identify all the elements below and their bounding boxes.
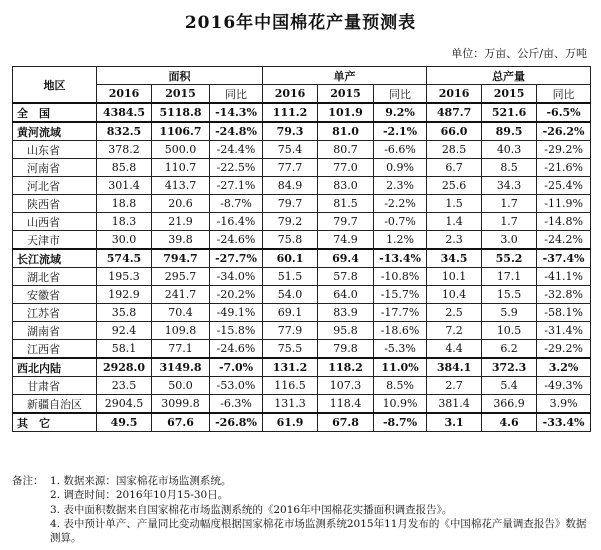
value-cell: -24.6% <box>210 231 263 250</box>
value-cell: 83.9 <box>318 304 374 322</box>
value-cell: 83.0 <box>318 177 374 195</box>
value-cell: 55.2 <box>482 249 537 268</box>
value-cell: -2.1% <box>374 122 427 141</box>
header-yield: 单产 <box>263 67 427 85</box>
table-row <box>13 122 591 141</box>
value-cell: 10.9% <box>374 395 427 414</box>
value-cell: 6.2 <box>482 340 537 359</box>
value-cell: 6.7 <box>427 159 482 177</box>
note-3: 3. 表中面积数据来自国家棉花市场监测系统的《2016年中国棉花实播面积调查报告》。 <box>50 503 453 516</box>
value-cell: 34.5 <box>427 249 482 268</box>
value-cell: 17.1 <box>482 268 537 286</box>
region-cell: 河北省 <box>13 177 97 195</box>
value-cell: -20.2% <box>210 286 263 304</box>
table-row <box>13 377 591 395</box>
header-yoy: 同比 <box>537 85 591 104</box>
value-cell: -14.8% <box>537 213 591 231</box>
table-row <box>13 159 591 177</box>
value-cell: 61.9 <box>263 413 318 432</box>
value-cell: 64.0 <box>318 286 374 304</box>
value-cell: -58.1% <box>537 304 591 322</box>
value-cell: 79.3 <box>263 122 318 141</box>
value-cell: 1106.7 <box>152 122 210 141</box>
value-cell: -41.1% <box>537 268 591 286</box>
value-cell: -25.4% <box>537 177 591 195</box>
value-cell: 77.9 <box>263 322 318 340</box>
value-cell: 57.8 <box>318 268 374 286</box>
value-cell: 18.3 <box>97 213 152 231</box>
header-2016: 2016 <box>97 85 152 104</box>
header-row-groups <box>13 67 591 85</box>
value-cell: 20.6 <box>152 195 210 213</box>
region-cell: 江西省 <box>13 340 97 359</box>
header-2015: 2015 <box>152 85 210 104</box>
value-cell: 7.2 <box>427 322 482 340</box>
value-cell: 40.3 <box>482 141 537 159</box>
value-cell: 50.0 <box>152 377 210 395</box>
value-cell: 39.8 <box>152 231 210 250</box>
value-cell: 79.2 <box>263 213 318 231</box>
value-cell: -7.0% <box>210 358 263 377</box>
value-cell: -22.5% <box>210 159 263 177</box>
value-cell: 384.1 <box>427 358 482 377</box>
table-row <box>13 395 591 414</box>
table-row <box>13 340 591 359</box>
value-cell: 1.5 <box>427 195 482 213</box>
value-cell: 81.0 <box>318 122 374 141</box>
value-cell: 74.9 <box>318 231 374 250</box>
region-cell: 黄河流域 <box>13 122 97 141</box>
note-2: 2. 调查时间：2016年10月15-30日。 <box>50 489 229 502</box>
value-cell: 60.1 <box>263 249 318 268</box>
value-cell: -27.7% <box>210 249 263 268</box>
table-row <box>13 177 591 195</box>
value-cell: 34.3 <box>482 177 537 195</box>
value-cell: -26.8% <box>210 413 263 432</box>
value-cell: -15.7% <box>374 286 427 304</box>
value-cell: 794.7 <box>152 249 210 268</box>
value-cell: 1.4 <box>427 213 482 231</box>
value-cell: 3.0 <box>482 231 537 250</box>
value-cell: 5118.8 <box>152 103 210 122</box>
region-cell: 山东省 <box>13 141 97 159</box>
value-cell: 79.7 <box>263 195 318 213</box>
value-cell: 118.2 <box>318 358 374 377</box>
header-2015: 2015 <box>482 85 537 104</box>
value-cell: 69.1 <box>263 304 318 322</box>
value-cell: -11.9% <box>537 195 591 213</box>
forecast-table <box>12 66 591 432</box>
value-cell: 195.3 <box>97 268 152 286</box>
value-cell: 89.5 <box>482 122 537 141</box>
value-cell: -17.7% <box>374 304 427 322</box>
value-cell: 58.1 <box>97 340 152 359</box>
value-cell: -13.4% <box>374 249 427 268</box>
value-cell: 832.5 <box>97 122 152 141</box>
value-cell: 1.7 <box>482 195 537 213</box>
value-cell: 2.3 <box>427 231 482 250</box>
value-cell: 95.8 <box>318 322 374 340</box>
page-title: 2016年中国棉花产量预测表 <box>184 13 417 33</box>
value-cell: 70.4 <box>152 304 210 322</box>
value-cell: 5.4 <box>482 377 537 395</box>
value-cell: 3.1 <box>427 413 482 432</box>
region-cell: 河南省 <box>13 159 97 177</box>
region-cell: 陕西省 <box>13 195 97 213</box>
value-cell: 192.9 <box>97 286 152 304</box>
header-2016: 2016 <box>263 85 318 104</box>
region-cell: 长江流域 <box>13 249 97 268</box>
value-cell: -2.2% <box>374 195 427 213</box>
value-cell: -8.7% <box>374 413 427 432</box>
value-cell: 21.9 <box>152 213 210 231</box>
value-cell: -6.3% <box>210 395 263 414</box>
value-cell: 2904.5 <box>97 395 152 414</box>
value-cell: 51.5 <box>263 268 318 286</box>
table-row <box>13 358 591 377</box>
value-cell: 49.5 <box>97 413 152 432</box>
value-cell: -24.8% <box>210 122 263 141</box>
value-cell: -8.7% <box>210 195 263 213</box>
value-cell: 81.5 <box>318 195 374 213</box>
value-cell: 79.8 <box>318 340 374 359</box>
table-row <box>13 413 591 432</box>
value-cell: 3.9% <box>537 395 591 414</box>
value-cell: 77.0 <box>318 159 374 177</box>
value-cell: -6.6% <box>374 141 427 159</box>
value-cell: 118.4 <box>318 395 374 414</box>
header-yoy: 同比 <box>210 85 263 104</box>
region-cell: 西北内陆 <box>13 358 97 377</box>
value-cell: -29.2% <box>537 340 591 359</box>
value-cell: 92.4 <box>97 322 152 340</box>
value-cell: -49.1% <box>210 304 263 322</box>
value-cell: 10.5 <box>482 322 537 340</box>
value-cell: 107.3 <box>318 377 374 395</box>
value-cell: 301.4 <box>97 177 152 195</box>
value-cell: 75.5 <box>263 340 318 359</box>
value-cell: -24.6% <box>210 340 263 359</box>
value-cell: 30.0 <box>97 231 152 250</box>
value-cell: 4.6 <box>482 413 537 432</box>
value-cell: -24.2% <box>537 231 591 250</box>
value-cell: 487.7 <box>427 103 482 122</box>
value-cell: 500.0 <box>152 141 210 159</box>
value-cell: 101.9 <box>318 103 374 122</box>
value-cell: 3099.8 <box>152 395 210 414</box>
header-region: 地区 <box>13 67 97 104</box>
header-output: 总产量 <box>427 67 591 85</box>
value-cell: -5.3% <box>374 340 427 359</box>
notes <box>12 474 592 545</box>
value-cell: 79.7 <box>318 213 374 231</box>
value-cell: -49.3% <box>537 377 591 395</box>
value-cell: -27.1% <box>210 177 263 195</box>
region-cell: 湖北省 <box>13 268 97 286</box>
value-cell: 2.5 <box>427 304 482 322</box>
value-cell: 85.8 <box>97 159 152 177</box>
value-cell: 378.2 <box>97 141 152 159</box>
value-cell: -18.6% <box>374 322 427 340</box>
header-2016: 2016 <box>427 85 482 104</box>
value-cell: 23.5 <box>97 377 152 395</box>
region-cell: 江苏省 <box>13 304 97 322</box>
header-2015: 2015 <box>318 85 374 104</box>
value-cell: 67.6 <box>152 413 210 432</box>
notes-label: 备注： <box>12 475 44 487</box>
table-row <box>13 103 591 122</box>
note-1: 1. 数据来源：国家棉花市场监测系统。 <box>50 475 232 487</box>
value-cell: 2.3% <box>374 177 427 195</box>
value-cell: 295.7 <box>152 268 210 286</box>
value-cell: -14.3% <box>210 103 263 122</box>
value-cell: 1.2% <box>374 231 427 250</box>
value-cell: -15.8% <box>210 322 263 340</box>
value-cell: -16.4% <box>210 213 263 231</box>
value-cell: 116.5 <box>263 377 318 395</box>
value-cell: 11.0% <box>374 358 427 377</box>
value-cell: 84.9 <box>263 177 318 195</box>
region-cell: 山西省 <box>13 213 97 231</box>
value-cell: -33.4% <box>537 413 591 432</box>
region-cell: 湖南省 <box>13 322 97 340</box>
value-cell: -10.8% <box>374 268 427 286</box>
region-cell: 新疆自治区 <box>13 395 97 414</box>
value-cell: 2.7 <box>427 377 482 395</box>
value-cell: 80.7 <box>318 141 374 159</box>
value-cell: -31.4% <box>537 322 591 340</box>
value-cell: 69.4 <box>318 249 374 268</box>
unit-label: 单位：万亩、公斤/亩、万吨 <box>451 47 587 60</box>
value-cell: 9.2% <box>374 103 427 122</box>
value-cell: 18.8 <box>97 195 152 213</box>
table-row <box>13 231 591 250</box>
header-row-years <box>13 85 591 104</box>
note-4: 4. 表中预计单产、产量同比变动幅度根据国家棉花市场监测系统2015年11月发布的《中国棉花产量调查报告》数据测算。 <box>50 517 587 545</box>
value-cell: 77.1 <box>152 340 210 359</box>
value-cell: 366.9 <box>482 395 537 414</box>
header-area: 面积 <box>97 67 263 85</box>
value-cell: 77.7 <box>263 159 318 177</box>
table-row <box>13 268 591 286</box>
value-cell: 54.0 <box>263 286 318 304</box>
value-cell: 372.3 <box>482 358 537 377</box>
value-cell: -24.4% <box>210 141 263 159</box>
value-cell: 4.4 <box>427 340 482 359</box>
value-cell: 521.6 <box>482 103 537 122</box>
value-cell: 413.7 <box>152 177 210 195</box>
value-cell: 10.1 <box>427 268 482 286</box>
value-cell: 574.5 <box>97 249 152 268</box>
table-row <box>13 286 591 304</box>
value-cell: -34.0% <box>210 268 263 286</box>
table-row <box>13 304 591 322</box>
value-cell: 8.5% <box>374 377 427 395</box>
value-cell: 25.6 <box>427 177 482 195</box>
region-cell: 天津市 <box>13 231 97 250</box>
value-cell: 28.5 <box>427 141 482 159</box>
region-cell: 全 国 <box>13 103 97 122</box>
table-row <box>13 195 591 213</box>
value-cell: 241.7 <box>152 286 210 304</box>
value-cell: -21.6% <box>537 159 591 177</box>
value-cell: 35.8 <box>97 304 152 322</box>
value-cell: -26.2% <box>537 122 591 141</box>
value-cell: 15.5 <box>482 286 537 304</box>
region-cell: 甘肃省 <box>13 377 97 395</box>
region-cell: 安徽省 <box>13 286 97 304</box>
value-cell: 2928.0 <box>97 358 152 377</box>
value-cell: 131.3 <box>263 395 318 414</box>
value-cell: 131.2 <box>263 358 318 377</box>
value-cell: -32.8% <box>537 286 591 304</box>
value-cell: 66.0 <box>427 122 482 141</box>
value-cell: 381.4 <box>427 395 482 414</box>
table-row <box>13 141 591 159</box>
header-yoy: 同比 <box>374 85 427 104</box>
value-cell: 1.7 <box>482 213 537 231</box>
value-cell: -29.2% <box>537 141 591 159</box>
value-cell: -0.7% <box>374 213 427 231</box>
value-cell: 5.9 <box>482 304 537 322</box>
value-cell: -6.5% <box>537 103 591 122</box>
value-cell: 0.9% <box>374 159 427 177</box>
value-cell: -37.4% <box>537 249 591 268</box>
value-cell: 3.2% <box>537 358 591 377</box>
table-row <box>13 249 591 268</box>
value-cell: 111.2 <box>263 103 318 122</box>
value-cell: 4384.5 <box>97 103 152 122</box>
value-cell: 109.8 <box>152 322 210 340</box>
value-cell: 75.4 <box>263 141 318 159</box>
value-cell: 67.8 <box>318 413 374 432</box>
value-cell: 110.7 <box>152 159 210 177</box>
value-cell: 8.5 <box>482 159 537 177</box>
region-cell: 其 它 <box>13 413 97 432</box>
table-row <box>13 213 591 231</box>
value-cell: 75.8 <box>263 231 318 250</box>
value-cell: 10.4 <box>427 286 482 304</box>
value-cell: 3149.8 <box>152 358 210 377</box>
value-cell: -53.0% <box>210 377 263 395</box>
table-row <box>13 322 591 340</box>
